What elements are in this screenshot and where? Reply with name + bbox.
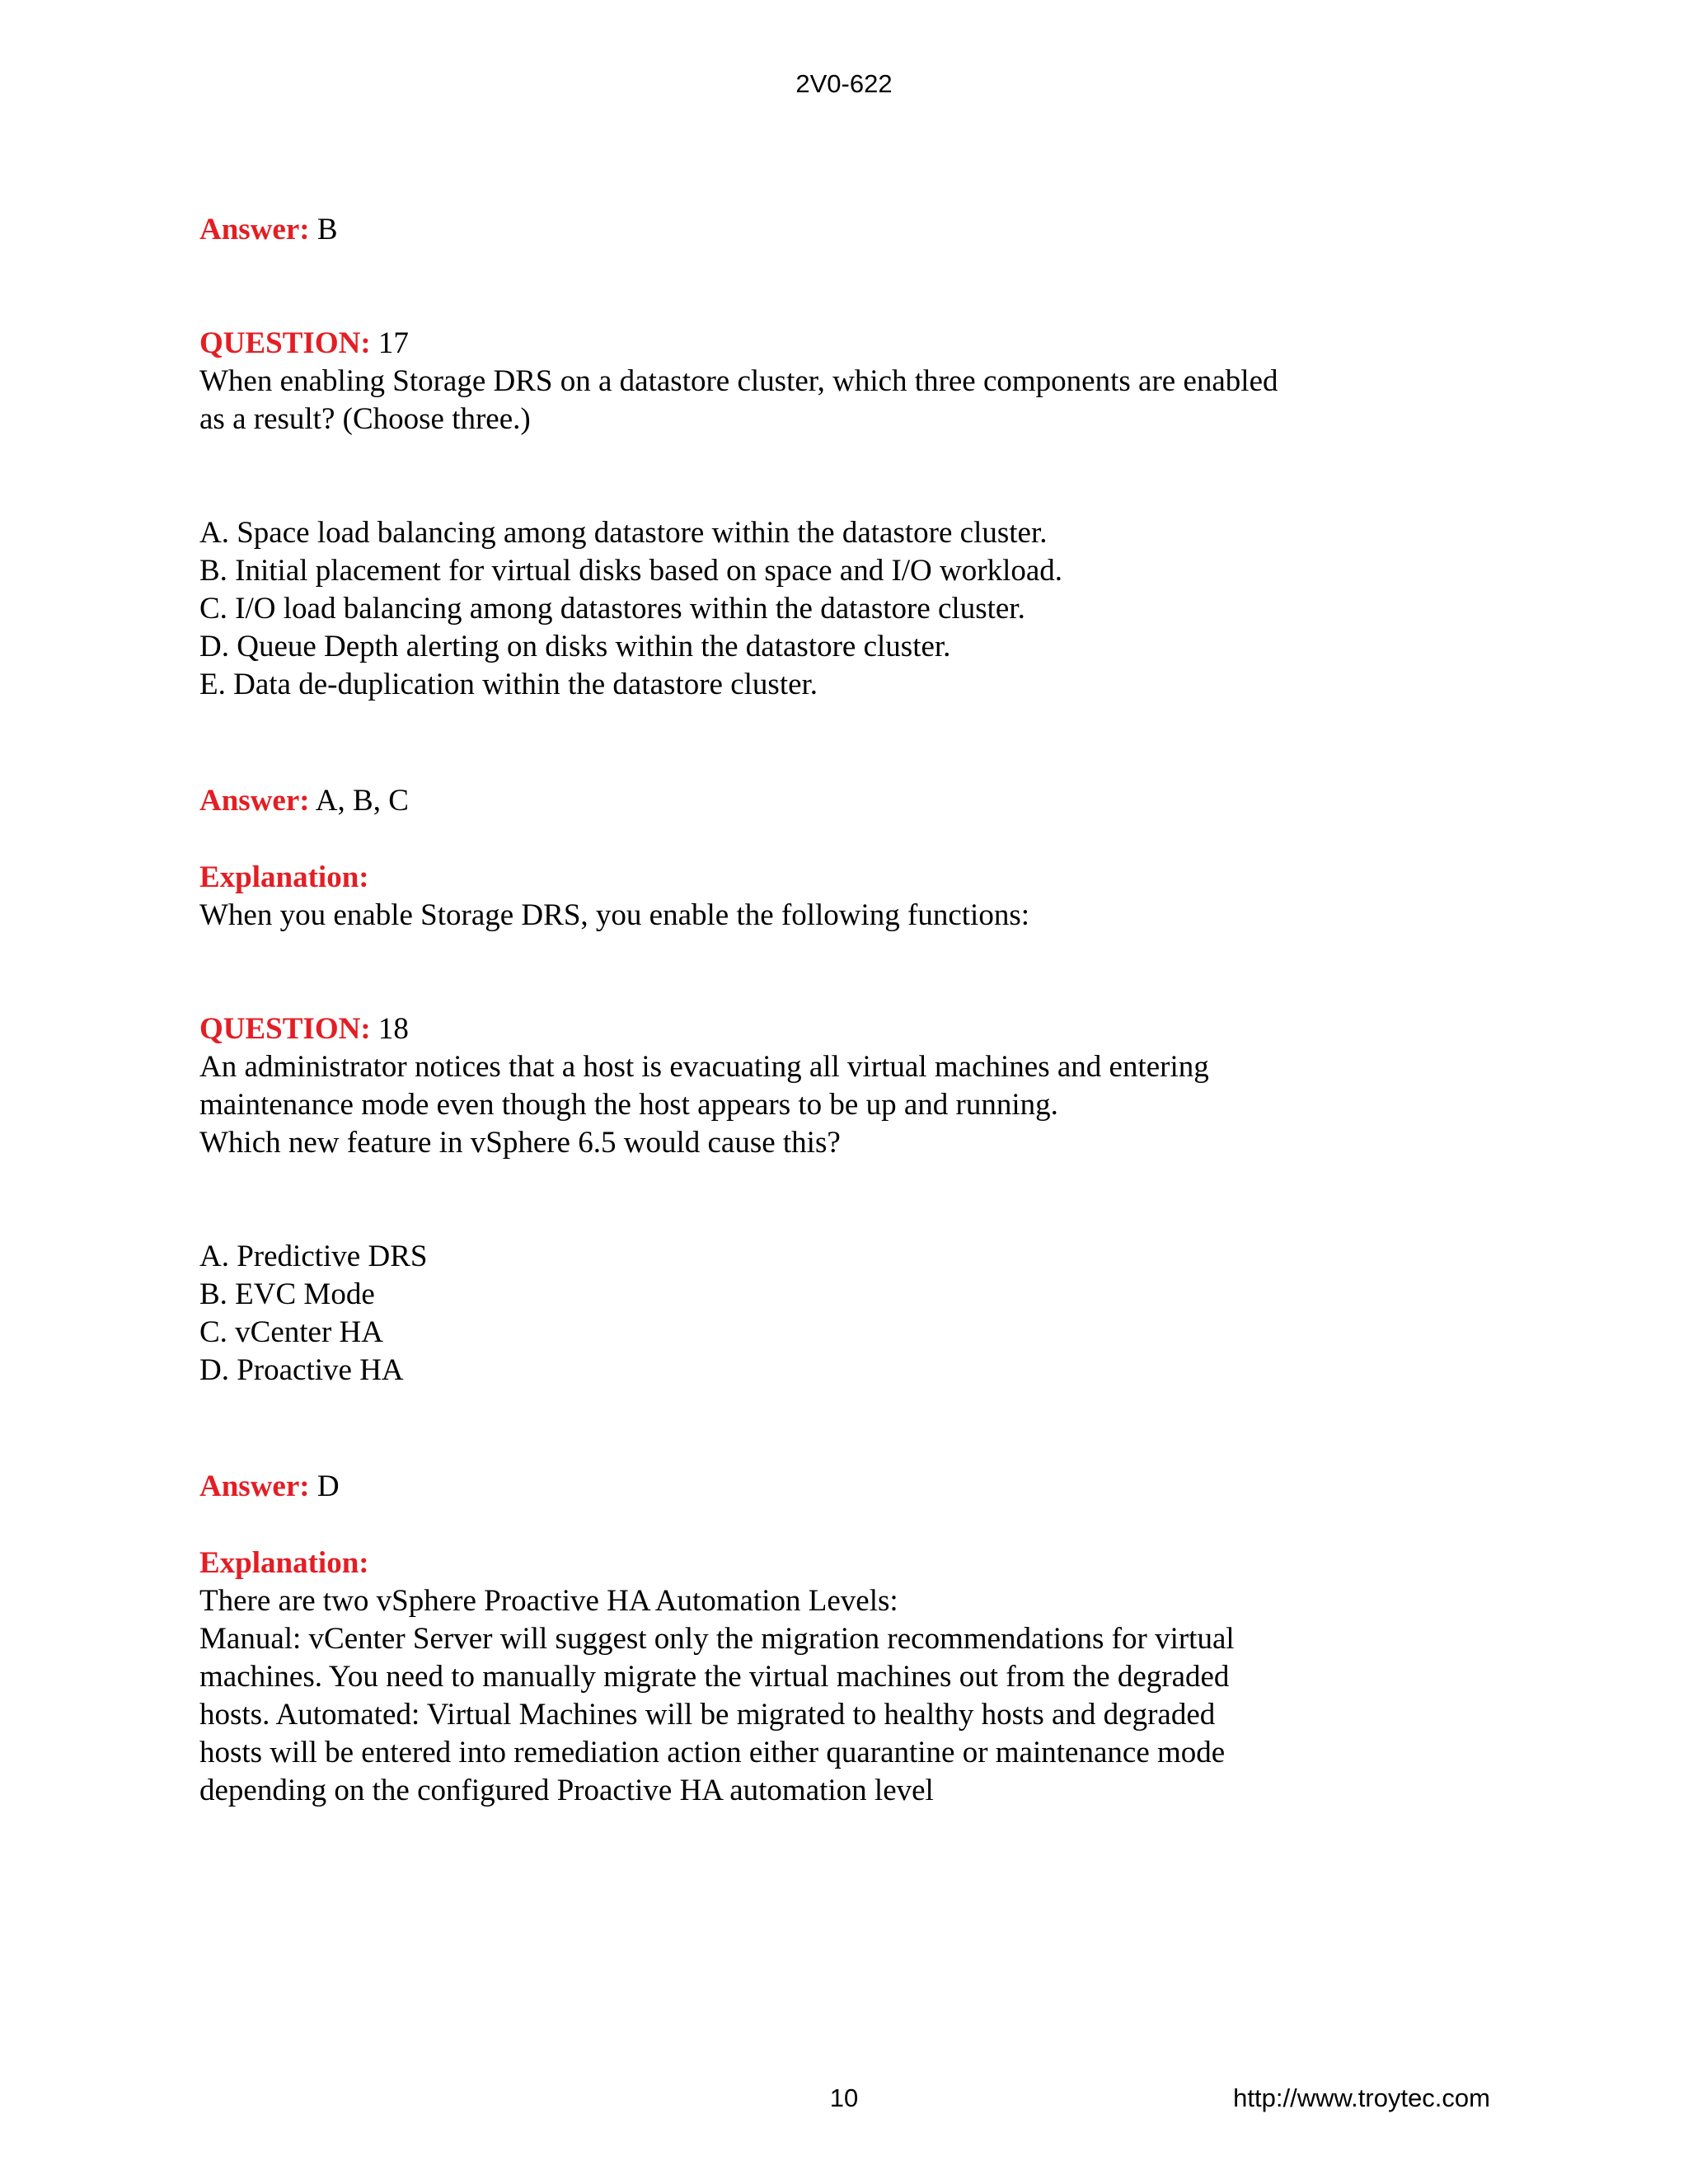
option-b: B. EVC Mode <box>199 1277 375 1311</box>
option-d: D. Queue Depth alerting on disks within the datastore cluster. <box>199 630 951 663</box>
option-e: E. Data de-duplication within the datastore cluster. <box>199 668 818 701</box>
answer-label: Answer: <box>199 784 310 818</box>
answer-value: D <box>309 1469 340 1503</box>
explanation-label: Explanation: <box>199 1546 369 1580</box>
answer-value: B <box>309 213 338 246</box>
option-a: A. Space load balancing among datastore within the datastore cluster. <box>199 516 1048 550</box>
explanation-line: There are two vSphere Proactive HA Automation Levels: <box>199 1584 898 1618</box>
option-a: A. Predictive DRS <box>199 1240 428 1273</box>
question-label: QUESTION: <box>199 1012 371 1046</box>
explanation-line: depending on the configured Proactive HA automation level <box>199 1774 934 1807</box>
question-text-line: maintenance mode even though the host appears to be up and running. <box>199 1088 1058 1122</box>
question-17-answer <box>199 782 409 820</box>
question-18 <box>199 1010 1209 1162</box>
explanation-line: machines. You need to manually migrate the virtual machines out from the degraded <box>199 1660 1230 1694</box>
question-text-line: Which new feature in vSphere 6.5 would cause this? <box>199 1126 841 1160</box>
question-number: 18 <box>370 1012 409 1046</box>
question-18-explanation <box>199 1544 1235 1810</box>
question-17-explanation <box>199 859 1029 935</box>
question-text-line: An administrator notices that a host is evacuating all virtual machines and entering <box>199 1050 1209 1084</box>
question-text-line: as a result? (Choose three.) <box>199 402 531 436</box>
option-b: B. Initial placement for virtual disks based on space and I/O workload. <box>199 554 1063 588</box>
footer-url: http://www.troytec.com <box>1233 2083 1490 2112</box>
answer-value: A, B, C <box>309 784 409 818</box>
question-18-answer <box>199 1468 340 1506</box>
option-c: C. I/O load balancing among datastores within the datastore cluster. <box>199 592 1025 626</box>
explanation-line: hosts. Automated: Virtual Machines will be migrated to healthy hosts and degraded <box>199 1698 1216 1732</box>
question-number: 17 <box>370 326 409 360</box>
question-17-options <box>199 514 1062 704</box>
explanation-line: Manual: vCenter Server will suggest only the migration recommendations for virtual <box>199 1622 1235 1656</box>
page-header-exam-code: 2V0-622 <box>795 69 893 98</box>
explanation-label: Explanation: <box>199 860 369 894</box>
explanation-line: When you enable Storage DRS, you enable the following functions: <box>199 898 1030 932</box>
question-18-options <box>199 1238 427 1390</box>
question-text-line: When enabling Storage DRS on a datastore cluster, which three components are enabled <box>199 364 1278 398</box>
answer-label: Answer: <box>199 1469 310 1503</box>
answer-label: Answer: <box>199 213 310 246</box>
question-17 <box>199 325 1278 438</box>
question-label: QUESTION: <box>199 326 371 360</box>
option-c: C. vCenter HA <box>199 1315 383 1349</box>
explanation-line: hosts will be entered into remediation action either quarantine or maintenance mode <box>199 1736 1226 1769</box>
option-d: D. Proactive HA <box>199 1353 404 1387</box>
page-number: 10 <box>829 2083 859 2112</box>
answer-16 <box>199 211 338 249</box>
